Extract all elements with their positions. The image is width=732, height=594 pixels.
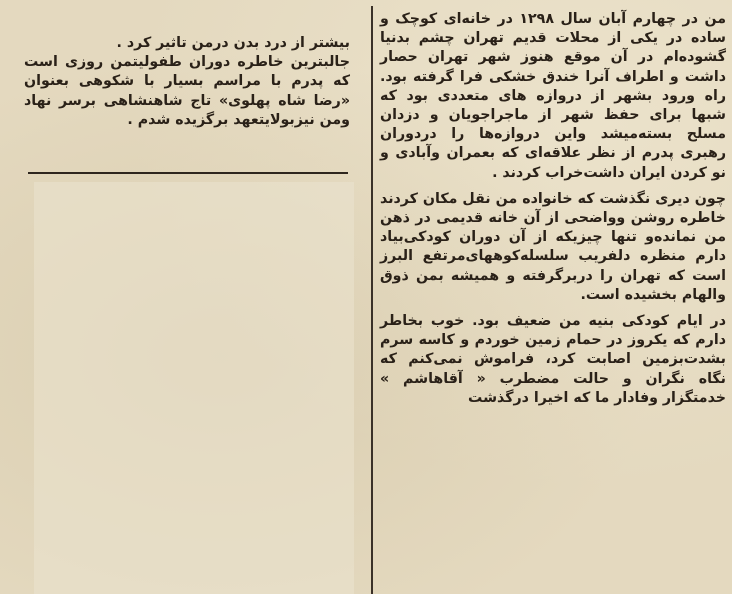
column-divider <box>371 6 373 594</box>
faded-area <box>34 182 354 594</box>
left-text-column <box>24 34 350 130</box>
paragraph-move: چون دیری نگذشت که خانواده من نقل مکان کردند خاطره روشن وواضحی از آن خانه قدیمی در ذهن من نمانده‌و تنها چیزیکه از آن دوران کودکی‌بیاد دارم منظره دلفریب سلسله‌کوههای‌مرتفع البرز است که تهران را دربرگرفته و همیشه بمن ذوق والهام بخشیده است. <box>380 190 726 303</box>
section-rule <box>28 172 348 174</box>
paragraph-coronation: جالبترین خاطره دوران طفولیتمن روزی است که پدرم با مراسم بسیار با شکوهی بعنوان «رضا شاه پهلوی» تاج شاهنشاهی برسر نهاد ومن نیزبولایتعهد برگزیده شدم . <box>24 54 350 128</box>
paragraph-childhood: در ایام کودکی بنیه من ضعیف بود. خوب بخاطر دارم که یکروز در حمام زمین خوردم و کاسه سرم بشدت‌بزمین اصابت کرد، فراموش نمی‌کنم که نگاه نگران و حالت مضطرب « آقاهاشم » خدمتگزار وفادار ما که اخیرا درگذشت <box>380 313 726 406</box>
paragraph-birth: من در چهارم آبان سال ۱۲۹۸ در خانه‌ای کوچک و ساده در یکی از محلات قدیم تهران چشم بدنیا گشوده‌ام در آن موقع هنوز شهر تهران حصار داشت و اطراف آنرا خندق خشکی فرا گرفته بود. راه ورود بشهر از دروازه های متعددی بود که شبها برای حفظ شهر از ماجراجویان و دزدان مسلح بسته‌میشد واین دروازه‌ها را دردوران رهبری پدرم از نظر علاقه‌ای که بعمران وآبادی و نو کردن ایران داشت‌خراب کردند . <box>380 11 726 181</box>
right-text-column <box>380 10 726 408</box>
paragraph-continuation: بیشتر از درد بدن درمن تاثیر کرد . <box>116 35 350 51</box>
